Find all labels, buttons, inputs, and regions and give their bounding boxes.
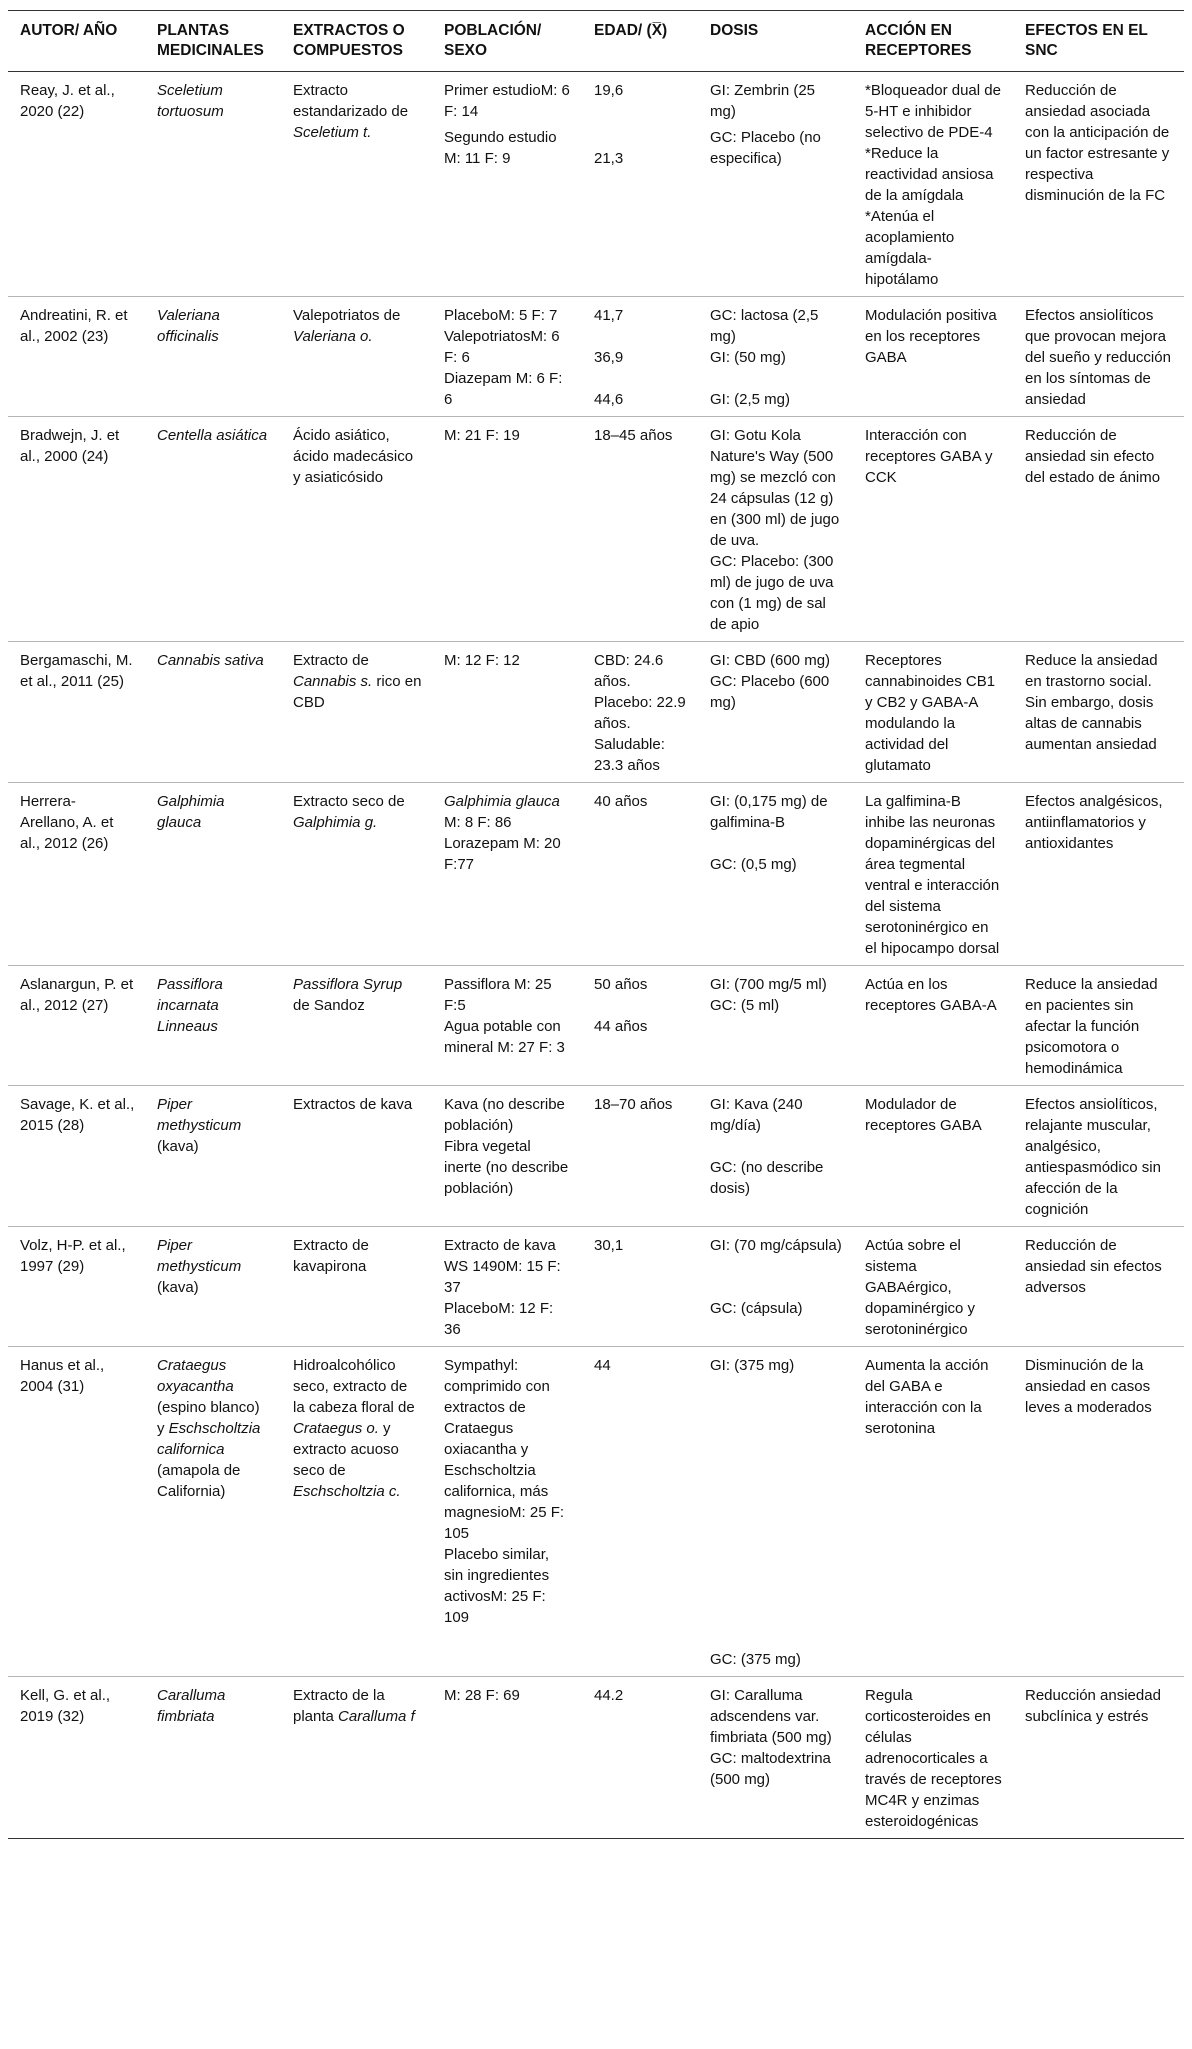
population-group: Fibra vegetal inerte (no describe población) [444, 1138, 569, 1197]
cell-autor: Aslanargun, P. et al., 2012 (27) [8, 966, 145, 1086]
table-body [8, 72, 1184, 1839]
extract-text: y extracto acuoso seco de [293, 1420, 399, 1479]
cell-accion: Aumenta la acción del GABA e interacción con la serotonina [853, 1347, 1013, 1677]
population-group: Segundo estudio M: 11 F: 9 [444, 129, 557, 167]
cell-accion: Regula corticosteroides en células adrenocorticales a través de receptores MC4R y enzimas esteroidogénicas [853, 1677, 1013, 1839]
cell-extracto [281, 72, 432, 297]
plant-common-name: (espino blanco) y [157, 1399, 260, 1437]
dose-value: GI: CBD (600 mg) [710, 652, 831, 669]
cell-edad [582, 1677, 698, 1839]
cell-accion: Modulación positiva en los receptores GABA [853, 297, 1013, 417]
table-row [8, 72, 1184, 297]
cell-poblacion [432, 72, 582, 297]
population-group: M: 21 F: 19 [444, 427, 520, 444]
cell-efectos: Efectos ansiolíticos, relajante muscular, analgésico, antiespasmódico sin afección de la cognición [1013, 1086, 1184, 1227]
age-value: 30,1 [594, 1237, 624, 1254]
cell-poblacion [432, 417, 582, 642]
table-row [8, 642, 1184, 783]
extract-text: Extracto de la planta [293, 1687, 385, 1725]
cell-efectos: Reducción de ansiedad sin efecto del estado de ánimo [1013, 417, 1184, 642]
cell-edad [582, 72, 698, 297]
table-row [8, 1677, 1184, 1839]
plant-name: Centella asiática [157, 427, 268, 444]
plant-name: Sceletium tortuosum [157, 82, 224, 120]
plant-common-name: (amapola de California) [157, 1462, 241, 1500]
plant-name: Cannabis sativa [157, 652, 264, 669]
cell-dosis [698, 72, 853, 297]
header-autor: AUTOR/ AÑO [8, 11, 145, 72]
age-value: 44,6 [594, 391, 624, 408]
population-group: M: 28 F: 69 [444, 1687, 520, 1704]
cell-extracto [281, 1347, 432, 1677]
cell-poblacion [432, 1347, 582, 1677]
population-group: Lorazepam M: 20 F:77 [444, 835, 561, 873]
header-row [8, 11, 1184, 72]
cell-edad [582, 642, 698, 783]
age-value: CBD: 24.6 años. Placebo: 22.9 años. Saludable: 23.3 años [594, 652, 686, 774]
cell-extracto: Extractos de kava [281, 1086, 432, 1227]
header-accion: ACCIÓN EN RECEPTORES [853, 11, 1013, 72]
extract-species: Cannabis s. [293, 673, 373, 690]
dose-value: GC: Placebo (no especifica) [710, 129, 821, 167]
age-value: 36,9 [594, 349, 624, 366]
plant-name: Piper methysticum [157, 1096, 242, 1134]
cell-dosis [698, 1227, 853, 1347]
cell-poblacion [432, 642, 582, 783]
table-row [8, 966, 1184, 1086]
age-value: 44 años [594, 1018, 648, 1035]
cell-poblacion [432, 1677, 582, 1839]
cell-efectos: Reducción de ansiedad sin efectos adversos [1013, 1227, 1184, 1347]
cell-planta [145, 966, 281, 1086]
cell-extracto: Ácido asiático, ácido madecásico y asiaticósido [281, 417, 432, 642]
cell-extracto [281, 783, 432, 966]
dose-value: GI: (700 mg/5 ml) [710, 976, 827, 993]
header-efectos: EFECTOS EN EL SNC [1013, 11, 1184, 72]
cell-planta [145, 297, 281, 417]
extract-text: Extracto de [293, 652, 369, 669]
header-dosis: DOSIS [698, 11, 853, 72]
cell-planta [145, 642, 281, 783]
table-row [8, 1347, 1184, 1677]
cell-autor: Bradwejn, J. et al., 2000 (24) [8, 417, 145, 642]
cell-efectos: Efectos ansiolíticos que provocan mejora del sueño y reducción en los síntomas de ansiedad [1013, 297, 1184, 417]
dose-value: GI: Caralluma adscendens var. fimbriata (500 mg) [710, 1687, 832, 1746]
dose-value: GC: (cápsula) [710, 1300, 803, 1317]
population-group: M: 12 F: 12 [444, 652, 520, 669]
age-value: 44.2 [594, 1687, 624, 1704]
population-group: Passiflora M: 25 F:5 [444, 976, 552, 1014]
extract-text: Extracto seco de [293, 793, 405, 810]
dose-value: GC: maltodextrina (500 mg) [710, 1750, 831, 1788]
cell-efectos: Reducción de ansiedad asociada con la anticipación de un factor estresante y respectiva disminución de la FC [1013, 72, 1184, 297]
cell-edad [582, 1086, 698, 1227]
dose-value: GI: (50 mg) [710, 349, 786, 366]
cell-planta [145, 72, 281, 297]
table-row [8, 1086, 1184, 1227]
cell-dosis [698, 1347, 853, 1677]
population-group: Agua potable con mineral M: 27 F: 3 [444, 1018, 565, 1056]
cell-autor: Hanus et al., 2004 (31) [8, 1347, 145, 1677]
dose-value: GC: (375 mg) [710, 1651, 801, 1668]
cell-efectos: Reduce la ansiedad en pacientes sin afectar la función psicomotora o hemodinámica [1013, 966, 1184, 1086]
cell-extracto [281, 1677, 432, 1839]
cell-edad [582, 966, 698, 1086]
plant-name: Passiflora incarnata Linneaus [157, 976, 223, 1035]
cell-autor: Andreatini, R. et al., 2002 (23) [8, 297, 145, 417]
population-group [444, 791, 572, 833]
cell-dosis [698, 297, 853, 417]
cell-efectos: Reduce la ansiedad en trastorno social. Sin embargo, dosis altas de cannabis aumentan ansiedad [1013, 642, 1184, 783]
dose-value: GI: (0,175 mg) de galfimina-B [710, 793, 828, 831]
cell-accion: Modulador de receptores GABA [853, 1086, 1013, 1227]
age-value: 40 años [594, 793, 648, 810]
population-group: Extracto de kava WS 1490M: 15 F: 37 [444, 1237, 561, 1296]
cell-efectos: Reducción ansiedad subclínica y estrés [1013, 1677, 1184, 1839]
plant-name: Eschscholtzia californica [157, 1420, 261, 1458]
cell-dosis [698, 1086, 853, 1227]
cell-accion: Actúa en los receptores GABA-A [853, 966, 1013, 1086]
population-group: ValepotriatosM: 6 F: 6 [444, 328, 560, 366]
cell-autor: Savage, K. et al., 2015 (28) [8, 1086, 145, 1227]
plant-name: Galphimia glauca [157, 793, 225, 831]
cell-extracto [281, 642, 432, 783]
cell-autor: Reay, J. et al., 2020 (22) [8, 72, 145, 297]
plant-name: Valeriana officinalis [157, 307, 220, 345]
table-row [8, 297, 1184, 417]
population-group: PlaceboM: 5 F: 7 [444, 307, 558, 324]
plant-common-name: (kava) [157, 1138, 199, 1155]
table-header [8, 11, 1184, 72]
dose-value: GI: (375 mg) [710, 1357, 795, 1374]
cell-poblacion [432, 297, 582, 417]
dose-value: GC: (5 ml) [710, 997, 780, 1014]
results-table [8, 10, 1184, 1839]
population-group: Diazepam M: 6 F: 6 [444, 370, 563, 408]
cell-edad [582, 783, 698, 966]
extract-species: Valeriana o. [293, 328, 373, 345]
cell-autor: Volz, H-P. et al., 1997 (29) [8, 1227, 145, 1347]
cell-accion: *Bloqueador dual de 5-HT e inhibidor selectivo de PDE-4 *Reduce la reactividad ansiosa de la amígdala *Atenúa el acoplamiento amígdala-hipotálamo [853, 72, 1013, 297]
dose-value: GC: lactosa (2,5 mg) [710, 307, 819, 345]
dose-value: GI: (70 mg/cápsula) [710, 1237, 842, 1254]
header-edad: EDAD/ (X̅) [582, 11, 698, 72]
cell-dosis [698, 783, 853, 966]
cell-poblacion [432, 1086, 582, 1227]
population-group: Primer estudioM: 6 F: 14 [444, 82, 570, 120]
extract-text: Hidroalcohólico seco, extracto de la cabeza floral de [293, 1357, 415, 1416]
table-row [8, 1227, 1184, 1347]
population-group: Placebo similar, sin ingredientes activosM: 25 F: 109 [444, 1546, 550, 1626]
cell-extracto [281, 297, 432, 417]
dose-value: GI: Gotu Kola Nature's Way (500 mg) se mezcló con 24 cápsulas (12 g) en (300 ml) de jugo de uva. [710, 427, 840, 549]
cell-autor: Bergamaschi, M. et al., 2011 (25) [8, 642, 145, 783]
extract-species: Galphimia g. [293, 814, 378, 831]
cell-planta [145, 1677, 281, 1839]
cell-planta [145, 1086, 281, 1227]
plant-name: Caralluma fimbriata [157, 1687, 226, 1725]
cell-poblacion [432, 1227, 582, 1347]
table-row [8, 417, 1184, 642]
extract-text: Extracto estandarizado de [293, 82, 409, 120]
population-count: M: 8 F: 86 [444, 814, 512, 831]
dose-value: GC: Placebo: (300 ml) de jugo de uva con (1 mg) de sal de apio [710, 553, 834, 633]
population-group: Sympathyl: comprimido con extractos de Crataegus oxiacantha y Eschscholtzia californica, más magnesioM: 25 F: 105 [444, 1357, 565, 1542]
population-species: Galphimia glauca [444, 793, 560, 810]
cell-planta [145, 1347, 281, 1677]
extract-species: Sceletium t. [293, 124, 372, 141]
plant-name: Piper methysticum [157, 1237, 242, 1275]
cell-poblacion [432, 783, 582, 966]
dose-value: GC: (0,5 mg) [710, 856, 797, 873]
cell-dosis [698, 642, 853, 783]
age-value: 19,6 [594, 82, 624, 99]
header-poblacion: POBLACIÓN/ SEXO [432, 11, 582, 72]
population-group: Kava (no describe población) [444, 1096, 565, 1134]
cell-efectos: Efectos analgésicos, antiinflamatorios y antioxidantes [1013, 783, 1184, 966]
plant-name: Crataegus oxyacantha [157, 1357, 234, 1395]
cell-accion: La galfimina-B inhibe las neuronas dopaminérgicas del área tegmental ventral e interacción del sistema serotoninérgico en el hipocampo dorsal [853, 783, 1013, 966]
age-value: 21,3 [594, 150, 624, 167]
age-value: 18–45 años [594, 427, 673, 444]
cell-edad [582, 297, 698, 417]
extract-text: Valepotriatos de [293, 307, 401, 324]
age-value: 50 años [594, 976, 648, 993]
extract-species: Caralluma f [338, 1708, 415, 1725]
plant-common-name: (kava) [157, 1279, 199, 1296]
cell-planta [145, 417, 281, 642]
cell-accion: Interacción con receptores GABA y CCK [853, 417, 1013, 642]
cell-dosis [698, 417, 853, 642]
cell-edad [582, 1347, 698, 1677]
cell-edad [582, 1227, 698, 1347]
cell-dosis [698, 1677, 853, 1839]
cell-efectos: Disminución de la ansiedad en casos leves a moderados [1013, 1347, 1184, 1677]
table-row [8, 783, 1184, 966]
header-extractos: EXTRACTOS O COMPUESTOS [281, 11, 432, 72]
cell-extracto: Extracto de kavapirona [281, 1227, 432, 1347]
cell-dosis [698, 966, 853, 1086]
cell-autor: Herrera-Arellano, A. et al., 2012 (26) [8, 783, 145, 966]
cell-poblacion [432, 966, 582, 1086]
header-plantas: PLANTAS MEDICINALES [145, 11, 281, 72]
extract-species: Eschscholtzia c. [293, 1483, 401, 1500]
extract-species: Crataegus o. [293, 1420, 379, 1437]
extract-text: de Sandoz [293, 997, 365, 1014]
dose-value: GC: Placebo (600 mg) [710, 673, 830, 711]
cell-accion: Receptores cannabinoides CB1 y CB2 y GABA-A modulando la actividad del glutamato [853, 642, 1013, 783]
age-value: 44 [594, 1357, 611, 1374]
dose-value: GI: Zembrin (25 mg) [710, 82, 816, 120]
age-value: 18–70 años [594, 1096, 673, 1113]
extract-species: Passiflora Syrup [293, 976, 403, 993]
cell-autor: Kell, G. et al., 2019 (32) [8, 1677, 145, 1839]
population-group: PlaceboM: 12 F: 36 [444, 1300, 554, 1338]
extract-text: rico en CBD [293, 673, 422, 711]
cell-planta [145, 783, 281, 966]
cell-accion: Actúa sobre el sistema GABAérgico, dopaminérgico y serotoninérgico [853, 1227, 1013, 1347]
dose-value: GC: (no describe dosis) [710, 1159, 824, 1197]
dose-value: GI: Kava (240 mg/día) [710, 1096, 803, 1134]
dose-value: GI: (2,5 mg) [710, 391, 791, 408]
age-value: 41,7 [594, 307, 624, 324]
cell-edad [582, 417, 698, 642]
cell-planta [145, 1227, 281, 1347]
cell-extracto [281, 966, 432, 1086]
